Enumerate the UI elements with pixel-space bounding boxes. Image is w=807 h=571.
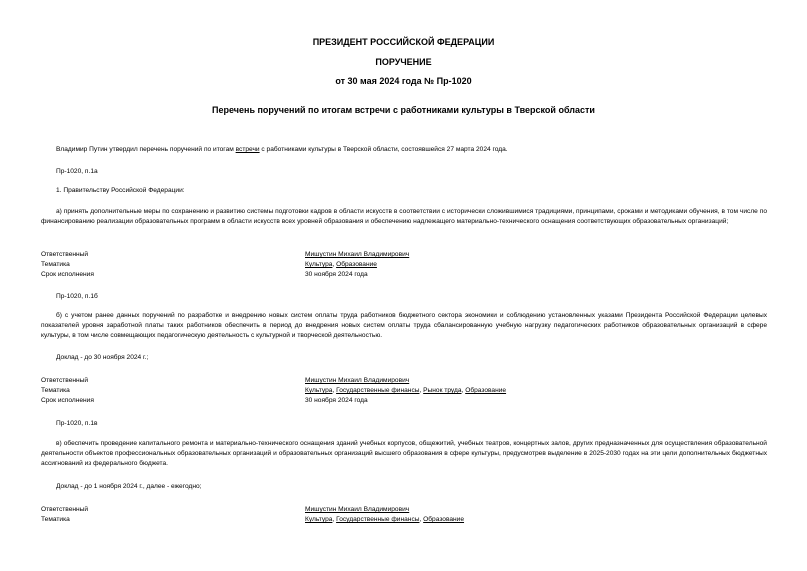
responsible-row — [41, 505, 767, 515]
deadline-value: 30 ноября 2024 года — [305, 271, 368, 278]
issuer-heading: ПРЕЗИДЕНТ РОССИЙСКОЙ ФЕДЕРАЦИИ — [312, 37, 495, 47]
document-type: ПОРУЧЕНИЕ — [375, 57, 432, 67]
date-number: от 30 мая 2024 года № Пр-1020 — [335, 76, 472, 86]
recipient-heading: 1. Правительству Российской Федерации: — [56, 187, 185, 194]
responsible-link[interactable]: Мишустин Михаил Владимирович — [305, 251, 410, 258]
responsible-row — [41, 250, 767, 260]
topic-link[interactable]: Культура — [305, 387, 333, 394]
deadline-label: Срок исполнения — [41, 397, 94, 404]
report-deadline: Доклад - до 30 ноября 2024 г.; — [56, 354, 149, 361]
topic-link[interactable]: Образование — [336, 261, 377, 268]
responsible-link[interactable]: Мишустин Михаил Владимирович — [305, 506, 410, 513]
report-deadline: Доклад - до 1 ноября 2024 г., далее - ежегодно; — [56, 483, 202, 490]
topics-row — [41, 515, 767, 525]
deadline-row — [41, 396, 767, 406]
topic-link[interactable]: Государственные финансы — [336, 516, 420, 523]
topics-row — [41, 386, 767, 396]
responsible-label: Ответственный — [41, 251, 89, 258]
meta-table — [41, 376, 767, 406]
meta-table — [41, 505, 767, 525]
deadline-row — [41, 270, 767, 280]
topic-link[interactable]: Образование — [465, 387, 507, 394]
topics-label: Тематика — [41, 387, 70, 394]
instruction-text: в) обеспечить проведение капитального ремонта и материально-технического оснащения зданий учебных корпусов, общежитий, учебных театров, концертных залов, других предназначенных для осуществления образовательной деятельности объектов профессиональных образовательных организаций и образовательных организаций высшего образования в сфере культуры, предусмотрев выделение в 2025-2030 годах на эти цели дополнительных бюджетных ассигнований из федерального бюджета. — [41, 440, 767, 467]
responsible-row — [41, 376, 767, 386]
responsible-link[interactable]: Мишустин Михаил Владимирович — [305, 377, 410, 384]
instruction-text: а) принять дополнительные меры по сохранению и развитию системы подготовки кадров в области искусств в соответствии с исторически сложившимися традициями, принципами, сроками и методиками обучения, в том числе по финансированию реализации образовательных программ в области искусств всех уровней образования и обеспечению надлежащего материально-технического оснащения соответствующих образовательных организаций; — [41, 208, 767, 225]
topic-link[interactable]: Государственные финансы — [336, 387, 420, 394]
topics-label: Тематика — [41, 261, 70, 268]
instruction-code: Пр-1020, п.1б — [56, 293, 98, 300]
topic-link[interactable]: Культура — [305, 261, 333, 268]
instruction-code: Пр-1020, п.1в — [56, 420, 98, 427]
topics-value: Культура, Государственные финансы, Образование — [305, 516, 465, 523]
instruction-text: б) с учетом ранее данных поручений по разработке и внедрению новых систем оплаты труда работников бюджетного сектора экономики и соблюдению установленных указами Президента Российской Федерации целевых показателей уровня заработной платы таких работников обеспечить в период до внедрения новых систем оплаты труда сбалансированную учебную нагрузку педагогических работников образовательных организаций в сфере культуры, в том числе совмещающих педагогическую деятельность с культурной и творческой деятельностью. — [41, 312, 767, 339]
deadline-value: 30 ноября 2024 года — [305, 397, 368, 404]
topics-value: Культура, Образование — [305, 261, 377, 268]
responsible-label: Ответственный — [41, 506, 89, 513]
topic-link[interactable]: Культура — [305, 516, 333, 523]
responsible-label: Ответственный — [41, 377, 89, 384]
instruction-code: Пр-1020, п.1а — [56, 168, 98, 175]
meeting-link[interactable]: встречи — [235, 146, 260, 153]
topics-label: Тематика — [41, 516, 70, 523]
topic-link[interactable]: Рынок труда — [423, 387, 462, 394]
topics-value: Культура, Государственные финансы, Рынок труда, Образование — [305, 387, 507, 394]
topics-row — [41, 260, 767, 270]
topic-link[interactable]: Образование — [423, 516, 465, 523]
document-title: Перечень поручений по итогам встречи с работниками культуры в Тверской области — [212, 105, 595, 115]
intro-paragraph: Владимир Путин утвердил перечень поручений по итогам встречи с работниками культуры в Тверской области, состоявшейся 27 марта 2024 года. — [56, 146, 508, 153]
meta-table — [41, 250, 767, 280]
deadline-label: Срок исполнения — [41, 271, 94, 278]
